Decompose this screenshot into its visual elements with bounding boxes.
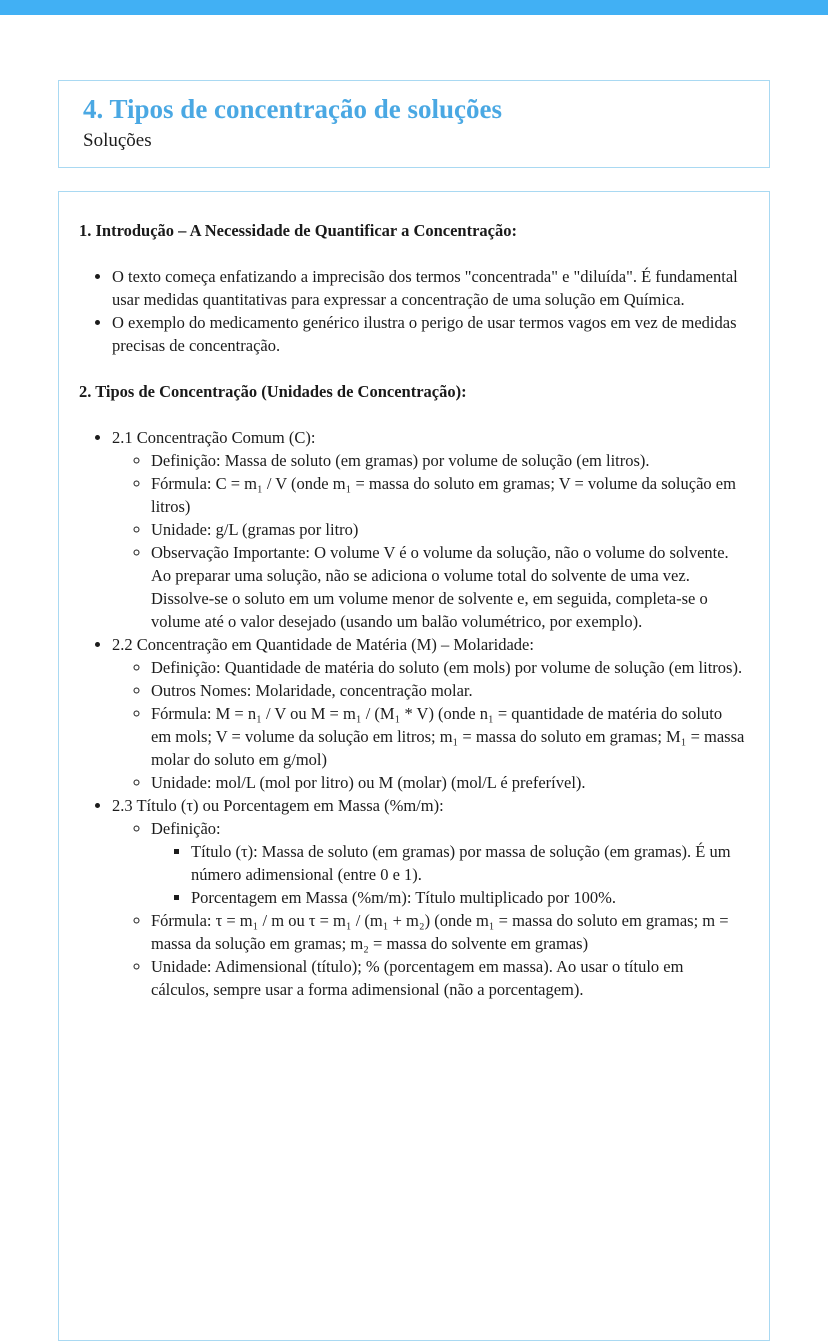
sub-list	[112, 449, 745, 633]
list-item	[151, 472, 745, 518]
list-item	[151, 679, 745, 702]
list-item-2-2	[112, 633, 745, 794]
section-heading-introducao: 1. Introdução – A Necessidade de Quantificar a Concentração:	[79, 221, 517, 240]
list-item	[151, 656, 745, 679]
list-item	[191, 840, 745, 886]
content-box	[58, 191, 770, 1341]
list-item	[151, 909, 745, 955]
bullet-text: Definição: Quantidade de matéria do soluto (em mols) por volume de solução (em litros).	[151, 658, 743, 677]
bullet-text: Fórmula: C = m₁ / V (onde m₁ = massa do soluto em gramas; V = volume da solução em litros)	[151, 474, 736, 516]
bullet-text: 2.3 Título (τ) ou Porcentagem em Massa (%m/m):	[112, 796, 444, 815]
list-item	[151, 955, 745, 1001]
sub-sub-list	[151, 840, 745, 909]
title-box	[58, 80, 770, 168]
list-item	[112, 265, 745, 311]
bullet-text: O texto começa enfatizando a imprecisão dos termos "concentrada" e "diluída". É fundamental usar medidas quantitativas para expressar a concentração de uma solução em Química.	[112, 267, 738, 309]
list-item	[151, 518, 745, 541]
bullet-text: Unidade: g/L (gramas por litro)	[151, 520, 359, 539]
sub-list	[112, 817, 745, 1001]
list-item-2-3	[112, 794, 745, 1001]
bullet-text: O exemplo do medicamento genérico ilustra o perigo de usar termos vagos em vez de medidas precisas de concentração.	[112, 313, 737, 355]
section-heading-tipos: 2. Tipos de Concentração (Unidades de Concentração):	[79, 382, 467, 401]
bullet-text: 2.1 Concentração Comum (C):	[112, 428, 316, 447]
list-item	[112, 311, 745, 357]
list-item-definicao	[151, 817, 745, 909]
list-item	[151, 771, 745, 794]
list-item	[151, 541, 745, 633]
bullet-text: Observação Importante: O volume V é o volume da solução, não o volume do solvente. Ao preparar uma solução, não se adiciona o volume total do solvente de uma vez. Dissolve-se o soluto em um volume menor de solvente e, em seguida, completa-se o volume até o valor desejado (usando um balão volumétrico, por exemplo).	[151, 543, 729, 631]
bullet-text: Fórmula: M = n₁ / V ou M = m₁ / (M₁ * V) (onde n₁ = quantidade de matéria do soluto em mols; V = volume da solução em litros; m₁ = massa do soluto em gramas; M₁ = massa molar do soluto em g/mol)	[151, 704, 745, 769]
page-title: 4. Tipos de concentração de soluções	[83, 94, 503, 124]
bullet-text: 2.2 Concentração em Quantidade de Matéria (M) – Molaridade:	[112, 635, 534, 654]
bullet-list-introducao	[79, 265, 745, 357]
bullet-text: Unidade: Adimensional (título); % (porcentagem em massa). Ao usar o título em cálculos, sempre usar a forma adimensional (não a porcentagem).	[151, 957, 684, 999]
bullet-text: Definição:	[151, 819, 221, 838]
bullet-text: Unidade: mol/L (mol por litro) ou M (molar) (mol/L é preferível).	[151, 773, 586, 792]
sub-list	[112, 656, 745, 794]
list-item-2-1	[112, 426, 745, 633]
bullet-text: Porcentagem em Massa (%m/m): Título multiplicado por 100%.	[191, 888, 616, 907]
bullet-text: Outros Nomes: Molaridade, concentração molar.	[151, 681, 473, 700]
list-item	[151, 449, 745, 472]
bullet-text: Título (τ): Massa de soluto (em gramas) por massa de solução (em gramas). É um número adimensional (entre 0 e 1).	[191, 842, 731, 884]
list-item	[191, 886, 745, 909]
bullet-text: Definição: Massa de soluto (em gramas) por volume de solução (em litros).	[151, 451, 650, 470]
bullet-list-tipos	[79, 426, 745, 1001]
top-accent-bar	[0, 0, 828, 15]
bullet-text: Fórmula: τ = m₁ / m ou τ = m₁ / (m₁ + m₂) (onde m₁ = massa do soluto em gramas; m = massa da solução em gramas; m₂ = massa do solvente em gramas)	[151, 911, 729, 953]
list-item	[151, 702, 745, 771]
page-subtitle: Soluções	[83, 130, 152, 151]
